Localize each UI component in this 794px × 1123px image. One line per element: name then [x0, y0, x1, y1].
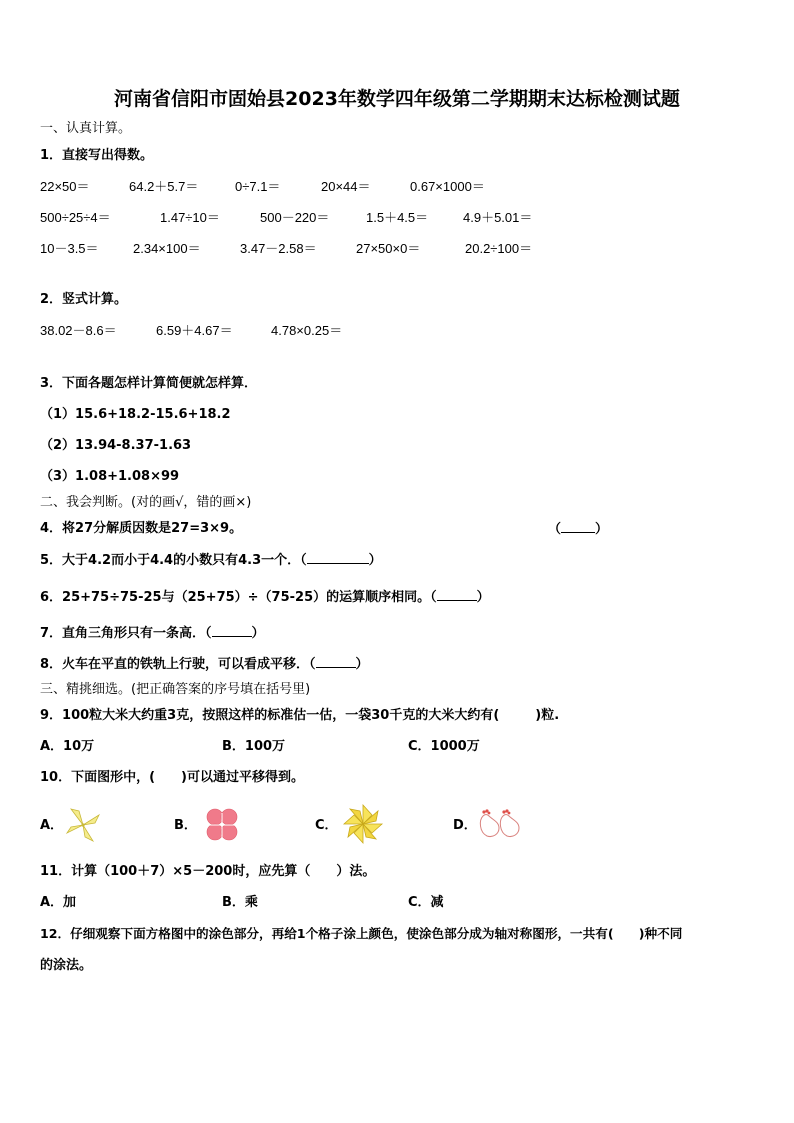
- question-4-text: 4．将27分解质因数是27=3×9。: [40, 521, 243, 536]
- close-paren: ）: [476, 590, 490, 605]
- question-11-text: 11．计算（100＋7）×5－200时，应先算（ ）法。: [40, 864, 376, 879]
- question-1-label: 1．直接写出得数。: [40, 148, 154, 163]
- answer-blank[interactable]: [548, 522, 608, 536]
- question-text: 7．直角三角形只有一条高．（: [40, 626, 212, 641]
- blank-line: [561, 522, 595, 533]
- option-b[interactable]: B．100万: [222, 739, 286, 754]
- blank-line: [307, 553, 369, 564]
- option-a[interactable]: A．: [40, 818, 64, 833]
- calc-item: 27×50×0＝: [356, 241, 421, 256]
- calc-item: 6.59＋4.67＝: [156, 323, 233, 338]
- calc-item: 22×50＝: [40, 179, 90, 194]
- calc-item: 0÷7.1＝: [235, 179, 281, 194]
- question-text: 8．火车在平直的铁轨上行驶，可以看成平移．（: [40, 657, 316, 672]
- question-12-text: 12．仔细观察下面方格图中的涂色部分，再给1个格子涂上颜色，使涂色部分成为轴对称图形，一共有( )种不同: [40, 926, 683, 941]
- close-paren: )粒.: [535, 708, 560, 723]
- calc-item: 20×44＝: [321, 179, 371, 194]
- calc-item: 500－220＝: [260, 210, 330, 225]
- pinwheel-icon[interactable]: [63, 805, 103, 845]
- calc-item: 1.5＋4.5＝: [366, 210, 429, 225]
- calc-item: 38.02－8.6＝: [40, 323, 117, 338]
- calc-item: 4.9＋5.01＝: [463, 210, 533, 225]
- question-5-text[interactable]: [40, 553, 382, 567]
- question-12-text-continued: 的涂法。: [40, 958, 93, 973]
- option-b[interactable]: B．: [174, 818, 197, 833]
- question-text: 5．大于4.2而小于4.4的小数只有4.3一个．（: [40, 553, 307, 568]
- calc-item: 3.47－2.58＝: [240, 241, 317, 256]
- option-a[interactable]: A．加: [40, 895, 77, 910]
- close-paren: ）: [355, 657, 369, 672]
- section-2-heading: 二、我会判断。(对的画√，错的画×): [40, 495, 252, 510]
- option-b[interactable]: B．乘: [222, 895, 258, 910]
- q3-item: （3）1.08+1.08×99: [40, 469, 180, 484]
- question-9-text[interactable]: [40, 709, 559, 722]
- blank-line: [316, 657, 356, 668]
- close-paren: ）: [368, 553, 382, 568]
- question-text: 9．100粒大米大约重3克，按照这样的标准估一估，一袋30千克的大米大约有(: [40, 708, 500, 723]
- calc-item: 4.78×0.25＝: [271, 323, 343, 338]
- open-paren: （: [548, 522, 562, 537]
- close-paren: ）: [251, 626, 265, 641]
- option-c[interactable]: C．1000万: [408, 739, 480, 754]
- calc-item: 10－3.5＝: [40, 241, 99, 256]
- calc-item: 1.47÷10＝: [160, 210, 220, 225]
- calc-item: 20.2÷100＝: [465, 241, 533, 256]
- section-3-heading: 三、精挑细选。(把正确答案的序号填在括号里): [40, 682, 311, 697]
- question-8-text[interactable]: [40, 657, 369, 671]
- option-c[interactable]: C．: [315, 818, 338, 833]
- blank-line: [212, 626, 252, 637]
- question-text: 6．25+75÷75-25与（25+75）÷（75-25）的运算顺序相同。（: [40, 590, 437, 605]
- q3-item: （2）13.94-8.37-1.63: [40, 438, 192, 453]
- page-title: 河南省信阳市固始县2023年数学四年级第二学期期末达标检测试题: [114, 88, 680, 110]
- question-2-label: 2．竖式计算。: [40, 292, 128, 307]
- calc-item: 500÷25÷4＝: [40, 210, 111, 225]
- close-paren: ）: [595, 522, 609, 537]
- flower-icon[interactable]: [201, 805, 243, 845]
- option-c[interactable]: C．减: [408, 895, 444, 910]
- question-3-label: 3．下面各题怎样计算简便就怎样算．: [40, 376, 258, 391]
- windmill-icon[interactable]: [342, 803, 384, 845]
- option-d[interactable]: D．: [453, 818, 477, 833]
- calc-item: 64.2＋5.7＝: [129, 179, 199, 194]
- section-1-heading: 一、认真计算。: [40, 121, 132, 136]
- blank-line: [437, 590, 477, 601]
- question-10-text: 10．下面图形中，( )可以通过平移得到。: [40, 770, 304, 785]
- option-a[interactable]: A．10万: [40, 739, 95, 754]
- question-7-text[interactable]: [40, 626, 265, 640]
- chicks-icon[interactable]: [477, 806, 523, 840]
- calc-item: 2.34×100＝: [133, 241, 201, 256]
- q3-item: （1）15.6+18.2-15.6+18.2: [40, 407, 231, 422]
- calc-item: 0.67×1000＝: [410, 179, 485, 194]
- question-6-text[interactable]: [40, 590, 490, 604]
